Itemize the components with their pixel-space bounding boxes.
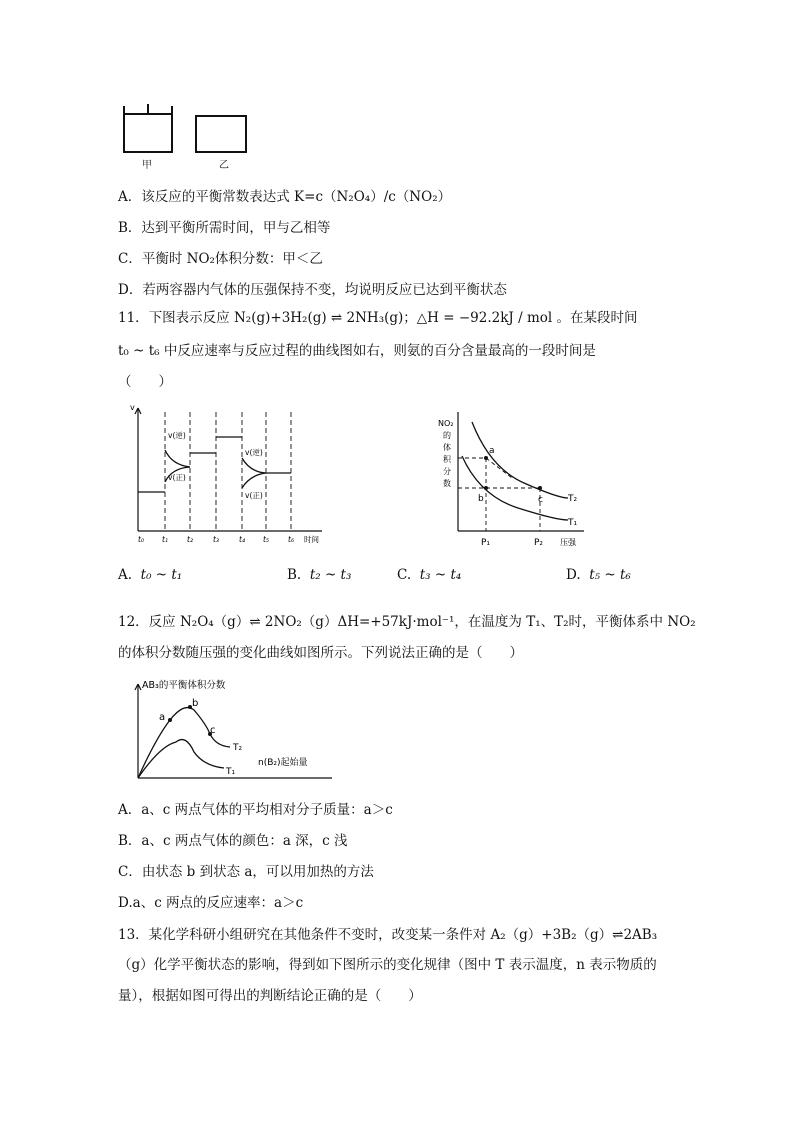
tick-t4: t₄: [239, 535, 245, 544]
label-c: c: [538, 495, 543, 505]
v-rev-1: v(逆): [168, 431, 186, 440]
fig2-x-axis-label: 压强: [560, 538, 576, 547]
q11-option-c: C. t₃ ~ t₄: [397, 567, 462, 583]
q10-option-b: B．达到平衡所需时间，甲与乙相等: [118, 220, 331, 236]
svg-text:的: 的: [443, 431, 451, 440]
q12-stem-line1: 12．反应 N₂O₄（g）⇌ 2NO₂（g）ΔH=+57kJ·mol⁻¹，在温度为 T₁、T₂时，平衡体系中 NO₂: [118, 614, 696, 630]
label-t2: T₂: [568, 494, 578, 504]
q10-option-c: C．平衡时 NO₂体积分数：甲＜乙: [118, 251, 323, 267]
point-a: [484, 456, 488, 460]
curve-t1: [138, 740, 224, 778]
q12-option-c: C．由状态 b 到状态 a，可以用加热的方法: [118, 864, 374, 880]
svg-text:积: 积: [443, 455, 451, 464]
v-fwd-2: v(正): [245, 491, 263, 500]
point-a: [168, 718, 172, 722]
q12-stem-line2: 的体积分数随压强的变化曲线如图所示。下列说法正确的是（ ）: [118, 645, 523, 661]
svg-text:NO₂: NO₂: [438, 419, 454, 428]
q12-graph: [126, 676, 336, 784]
q12-label-b: b: [192, 698, 199, 709]
svg-text:分: 分: [443, 467, 451, 476]
q11-option-b: B. t₂ ~ t₃: [287, 567, 352, 583]
tick-t2: t₂: [187, 535, 193, 544]
container-yi: [196, 116, 246, 152]
q11-rate-time-graph: [126, 400, 336, 548]
container-jia: [124, 104, 172, 152]
q11-pressure-graph: [434, 408, 594, 550]
label-p2: P₂: [534, 538, 544, 548]
q11-option-d: D. t₅ ~ t₆: [566, 567, 631, 583]
label-t1: T₁: [568, 518, 578, 528]
tick-t6: t₆: [288, 535, 294, 544]
point-b: [484, 486, 488, 490]
q10-option-d: D．若两容器内气体的压强保持不变，均说明反应已达到平衡状态: [118, 282, 507, 298]
v-fwd-1: v(正): [168, 473, 186, 482]
curve-t2: [138, 708, 230, 778]
tick-t5: t₅: [263, 535, 269, 544]
q13-stem-line3: 量），根据如图可得出的判断结论正确的是（ ）: [118, 988, 422, 1004]
q11-stem-line1: 11．下图表示反应 N₂(g)+3H₂(g) ⇌ 2NH₃(g)；△H = −92.2kJ / mol 。在某段时间: [118, 310, 638, 326]
label-p1: P₁: [481, 538, 491, 548]
label-b: b: [478, 494, 484, 504]
q11-stem-line2: t₀ ~ t₆ 中反应速率与反应过程的曲线图如右，则氨的百分含量最高的一段时间是: [118, 343, 596, 359]
q13-stem-line1: 13．某化学科研小组研究在其他条件不变时，改变某一条件对 A₂（g）+3B₂（g）⇌2AB₃: [118, 927, 658, 943]
q13-stem-line2: （g）化学平衡状态的影响，得到如下图所示的变化规律（图中 T 表示温度，n 表示物质的: [118, 957, 657, 973]
fig2-y-axis-label: [438, 419, 454, 488]
svg-text:数: 数: [443, 479, 451, 488]
tick-t1: t₁: [162, 535, 168, 544]
x-axis-label: 时间: [304, 535, 319, 544]
container-diagram: [115, 100, 255, 175]
q11-stem-line3: （ ）: [118, 374, 172, 390]
q11-option-a: A. t₀ ~ t₁: [118, 567, 183, 583]
container-yi-label: 乙: [219, 160, 229, 171]
q12-label-t1: T₁: [226, 767, 236, 777]
y-axis-label: v: [130, 403, 135, 412]
svg-text:体: 体: [443, 443, 451, 452]
tick-t3: t₃: [213, 535, 219, 544]
q12-label-a: a: [159, 712, 166, 723]
q12-option-b: B．a、c 两点气体的颜色：a 深，c 浅: [118, 833, 348, 849]
q12-x-axis-label: n(B₂)起始量: [258, 758, 308, 768]
q12-option-a: A．a、c 两点气体的平均相对分子质量：a＞c: [118, 802, 393, 818]
q10-option-a: A．该反应的平衡常数表达式 K=c（N₂O₄）/c（NO₂）: [118, 189, 452, 205]
q12-option-d: D.a、c 两点的反应速率：a＞c: [118, 895, 304, 911]
q12-label-c: c: [210, 725, 216, 736]
tick-t0: t₀: [138, 535, 144, 544]
q12-label-t2: T₂: [233, 743, 243, 753]
point-c: [538, 486, 542, 490]
container-jia-label: 甲: [142, 160, 152, 171]
v-rev-2: v(逆): [245, 448, 263, 457]
q12-y-axis-label: AB₃的平衡体积分数: [142, 680, 226, 691]
label-a: a: [489, 446, 495, 456]
